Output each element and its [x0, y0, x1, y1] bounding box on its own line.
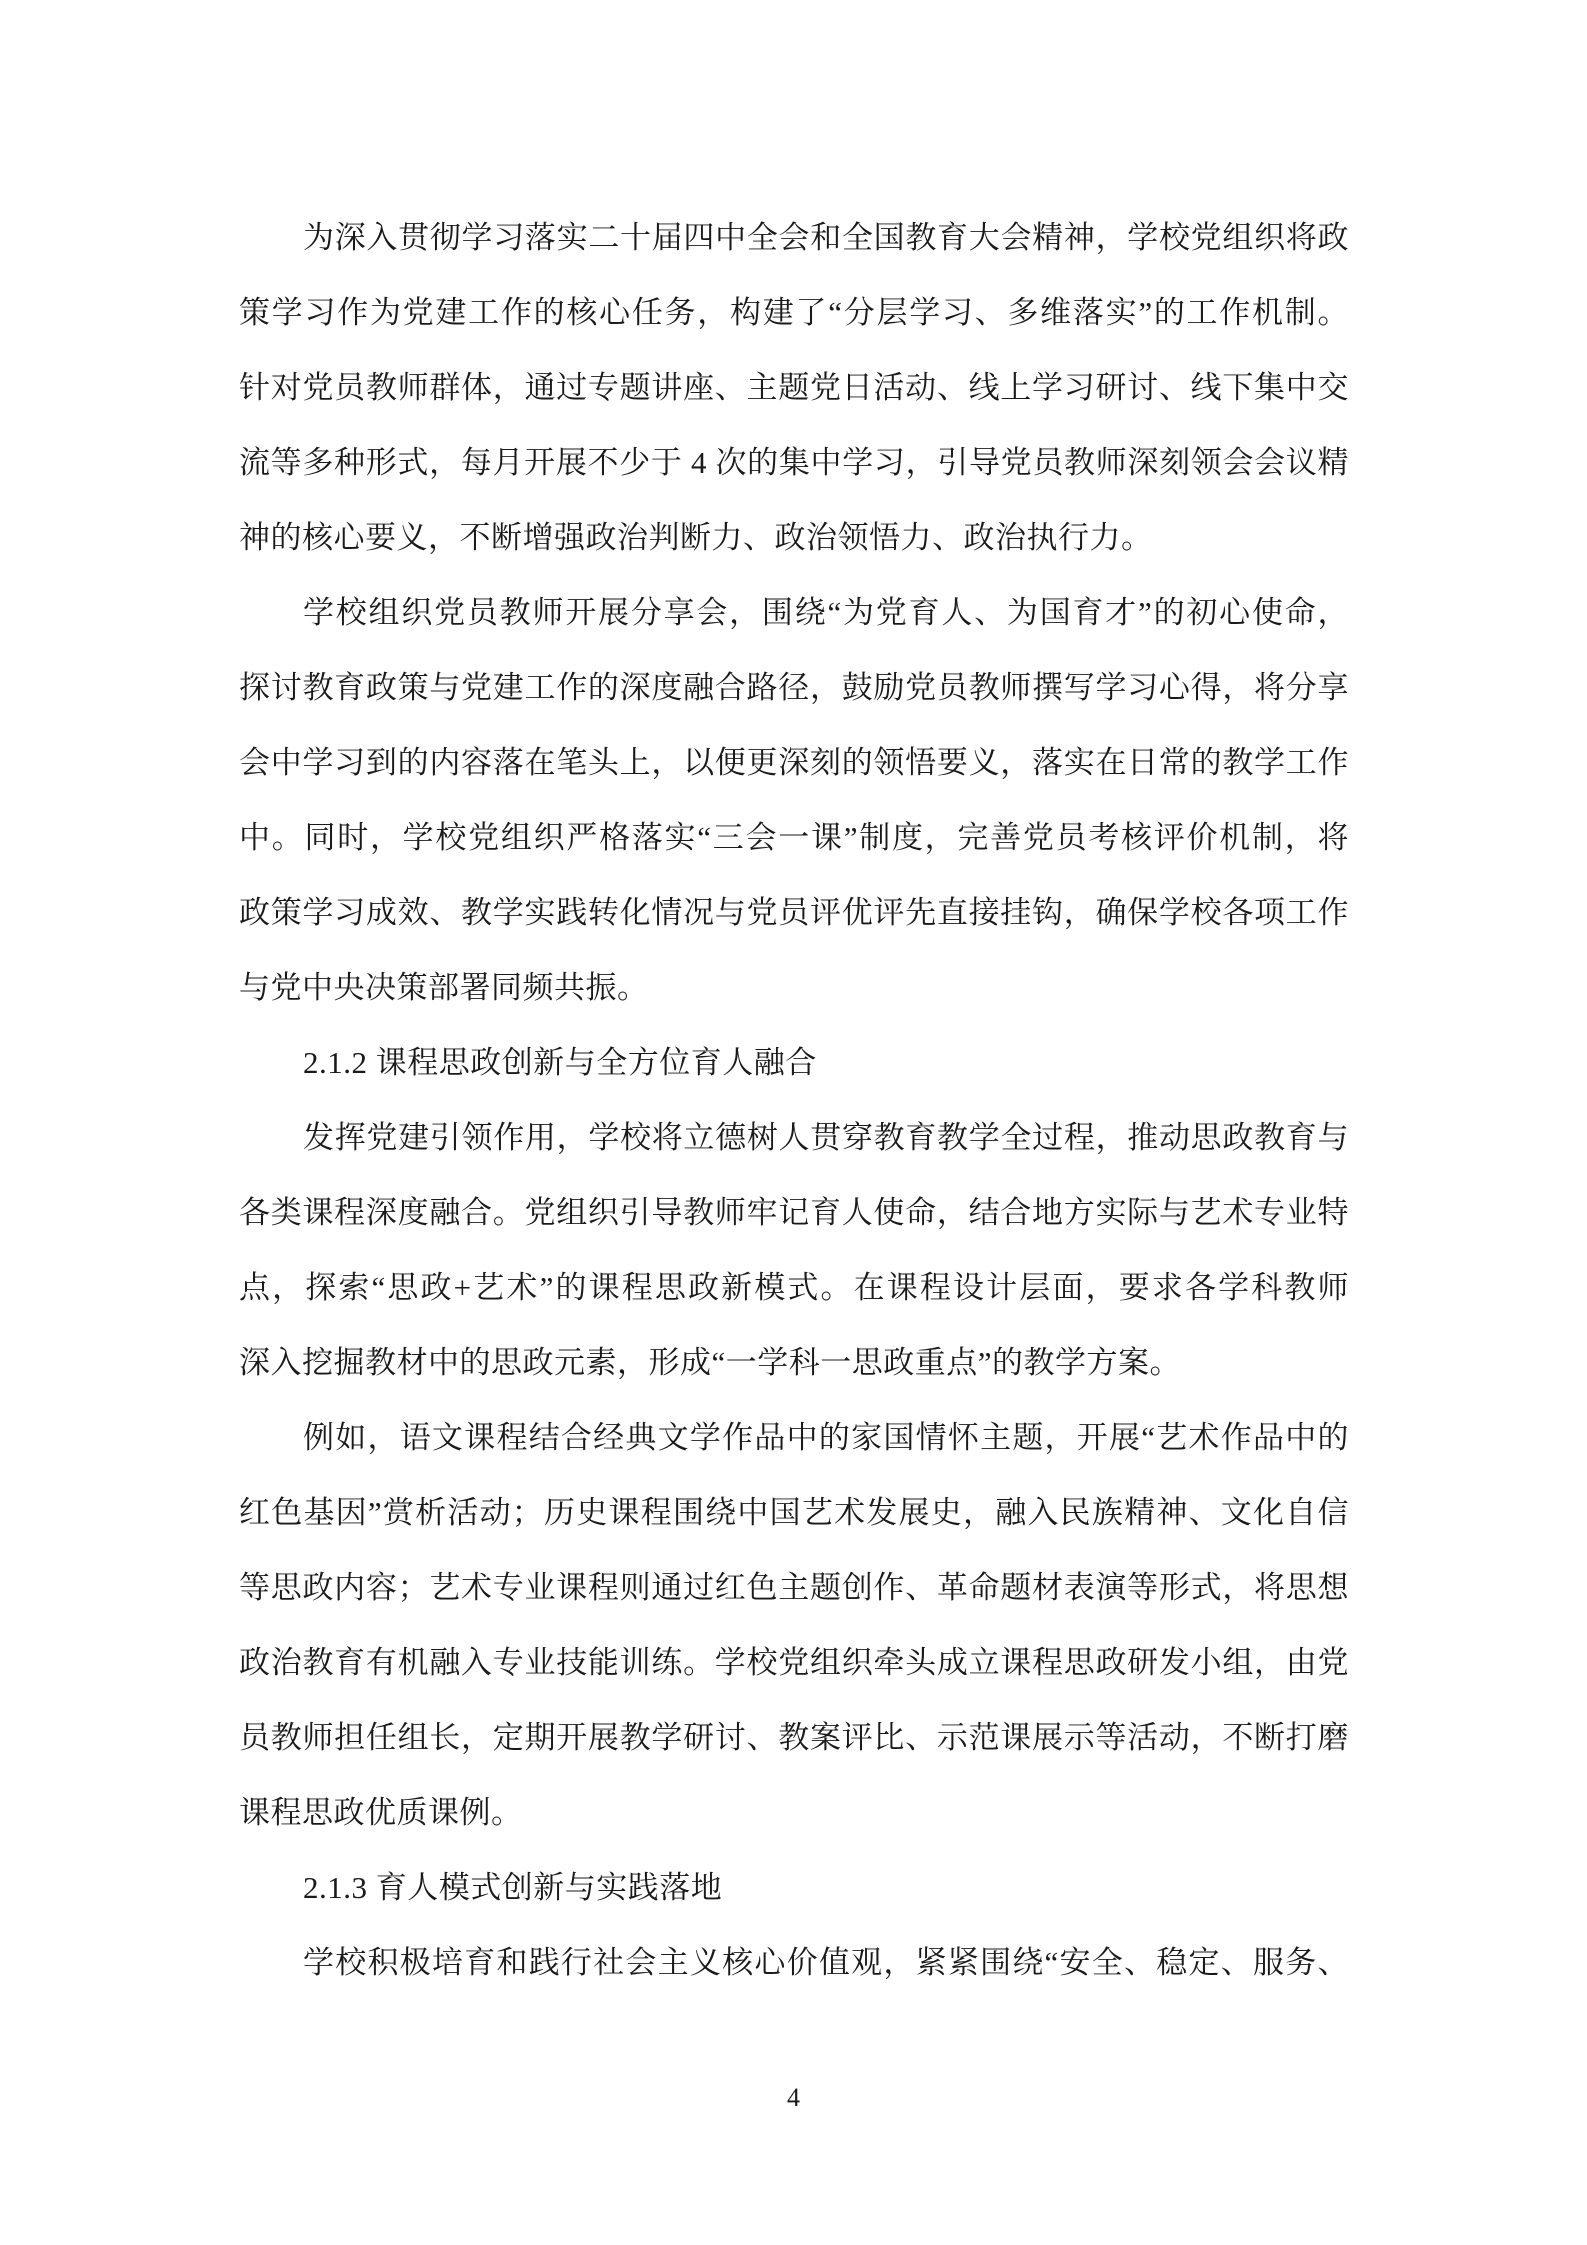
- text-line: 各类课程深度融合。党组织引导教师牢记育人使命，结合地方实际与艺术专业特: [239, 1195, 1349, 1230]
- text-line: 例如，语文课程结合经典文学作品中的家国情怀主题，开展“艺术作品中的: [303, 1420, 1349, 1455]
- text-line: 政策学习成效、教学实践转化情况与党员评优评先直接挂钩，确保学校各项工作: [239, 895, 1349, 930]
- text-line: 会中学习到的内容落在笔头上，以便更深刻的领悟要义，落实在日常的教学工作: [239, 745, 1349, 780]
- page-number: 4: [787, 2083, 800, 2112]
- text-line: 点，探索“思政+艺术”的课程思政新模式。在课程设计层面，要求各学科教师: [239, 1270, 1349, 1305]
- text-line: 红色基因”赏析活动；历史课程围绕中国艺术发展史，融入民族精神、文化自信: [239, 1495, 1349, 1530]
- text-line: 神的核心要义，不断增强政治判断力、政治领悟力、政治执行力。: [239, 520, 1153, 555]
- text-line: 为深入贯彻学习落实二十届四中全会和全国教育大会精神，学校党组织将政: [303, 220, 1349, 255]
- section-heading: 2.1.2 课程思政创新与全方位育人融合: [303, 1045, 817, 1080]
- text-line: 中。同时，学校党组织严格落实“三会一课”制度，完善党员考核评价机制，将: [239, 820, 1349, 855]
- document-body: [239, 200, 1349, 2000]
- text-line: 策学习作为党建工作的核心任务，构建了“分层学习、多维落实”的工作机制。: [239, 295, 1349, 330]
- text-line: 员教师担任组长，定期开展教学研讨、教案评比、示范课展示等活动，不断打磨: [239, 1720, 1349, 1755]
- text-line: 课程思政优质课例。: [239, 1795, 523, 1830]
- section-heading: 2.1.3 育人模式创新与实践落地: [303, 1870, 723, 1905]
- text-line: 政治教育有机融入专业技能训练。学校党组织牵头成立课程思政研发小组，由党: [239, 1645, 1349, 1680]
- text-line: 发挥党建引领作用，学校将立德树人贯穿教育教学全过程，推动思政教育与: [303, 1120, 1349, 1155]
- text-line: 与党中央决策部署同频共振。: [239, 970, 649, 1005]
- text-line: 学校组织党员教师开展分享会，围绕“为党育人、为国育才”的初心使命，: [303, 595, 1349, 630]
- text-line: 学校积极培育和践行社会主义核心价值观，紧紧围绕“安全、稳定、服务、: [303, 1945, 1349, 1980]
- text-line: 等思政内容；艺术专业课程则通过红色主题创作、革命题材表演等形式，将思想: [239, 1570, 1349, 1605]
- text-line: 深入挖掘教材中的思政元素，形成“一学科一思政重点”的教学方案。: [239, 1345, 1182, 1380]
- text-line: 流等多种形式，每月开展不少于 4 次的集中学习，引导党员教师深刻领会会议精: [239, 445, 1349, 480]
- text-line: 探讨教育政策与党建工作的深度融合路径，鼓励党员教师撰写学习心得，将分享: [239, 670, 1349, 705]
- text-line: 针对党员教师群体，通过专题讲座、主题党日活动、线上学习研讨、线下集中交: [239, 370, 1349, 405]
